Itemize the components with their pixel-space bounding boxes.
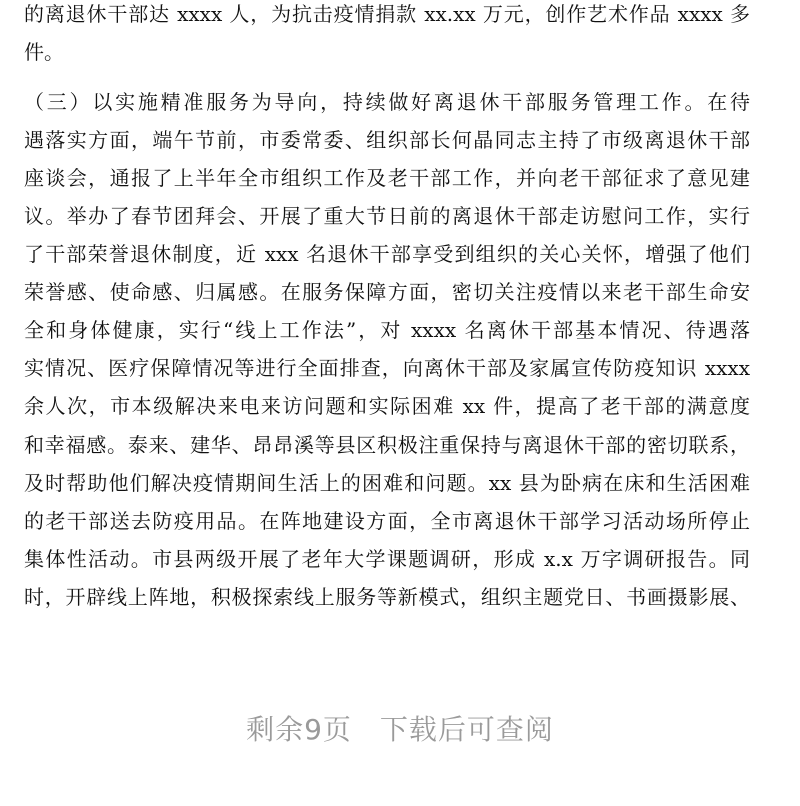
paragraph-heading-line: （三）以实施精准服务为导向，持续做好离退休干部服务管理工作。在待 [24,90,750,114]
text-line: 及时帮助他们解决疫情期间生活上的困难和问题。xx 县为卧病在床和生活困难 [24,471,750,495]
download-to-view-text: 下载后可查阅 [379,713,554,746]
text-line: 座谈会，通报了上半年全市组织工作及老干部工作，并向老干部征求了意见建 [24,166,750,190]
text-line: 议。举办了春节团拜会、开展了重大节日前的离退休干部走访慰问工作，实行 [24,204,750,228]
text-line: 荣誉感、使命感、归属感。在服务保障方面，密切关注疫情以来老干部生命安 [24,280,750,304]
text-line: 件。 [24,40,64,64]
text-line: 的老干部送去防疫用品。在阵地建设方面，全市离退休干部学习活动场所停止 [24,509,750,533]
text-line: 余人次，市本级解决来电来访问题和实际困难 xx 件，提高了老干部的满意度 [24,394,750,418]
download-prompt[interactable] [0,708,800,748]
text-line: 的离退休干部达 xxxx 人，为抗击疫情捐款 xx.xx 万元，创作艺术作品 xxxx 多 [24,2,750,26]
text-line: 全和身体健康，实行“线上工作法”，对 xxxx 名离休干部基本情况、待遇落 [24,318,750,342]
remaining-pages-text: 剩余9页 [246,713,352,746]
text-line: 时，开辟线上阵地，积极探索线上服务等新模式，组织主题党日、书画摄影展、 [24,585,750,609]
text-line: 集体性活动。市县两级开展了老年大学课题调研，形成 x.x 万字调研报告。同 [24,547,750,571]
text-line: 和幸福感。泰来、建华、昂昂溪等县区积极注重保持与离退休干部的密切联系， [24,433,750,457]
text-line: 实情况、医疗保障情况等进行全面排查，向离休干部及家属宣传防疫知识 xxxx [24,356,750,380]
text-line: 了干部荣誉退休制度，近 xxx 名退休干部享受到组织的关心关怀，增强了他们 [24,242,750,266]
text-line: 遇落实方面，端午节前，市委常委、组织部长何晶同志主持了市级离退休干部 [24,128,750,152]
